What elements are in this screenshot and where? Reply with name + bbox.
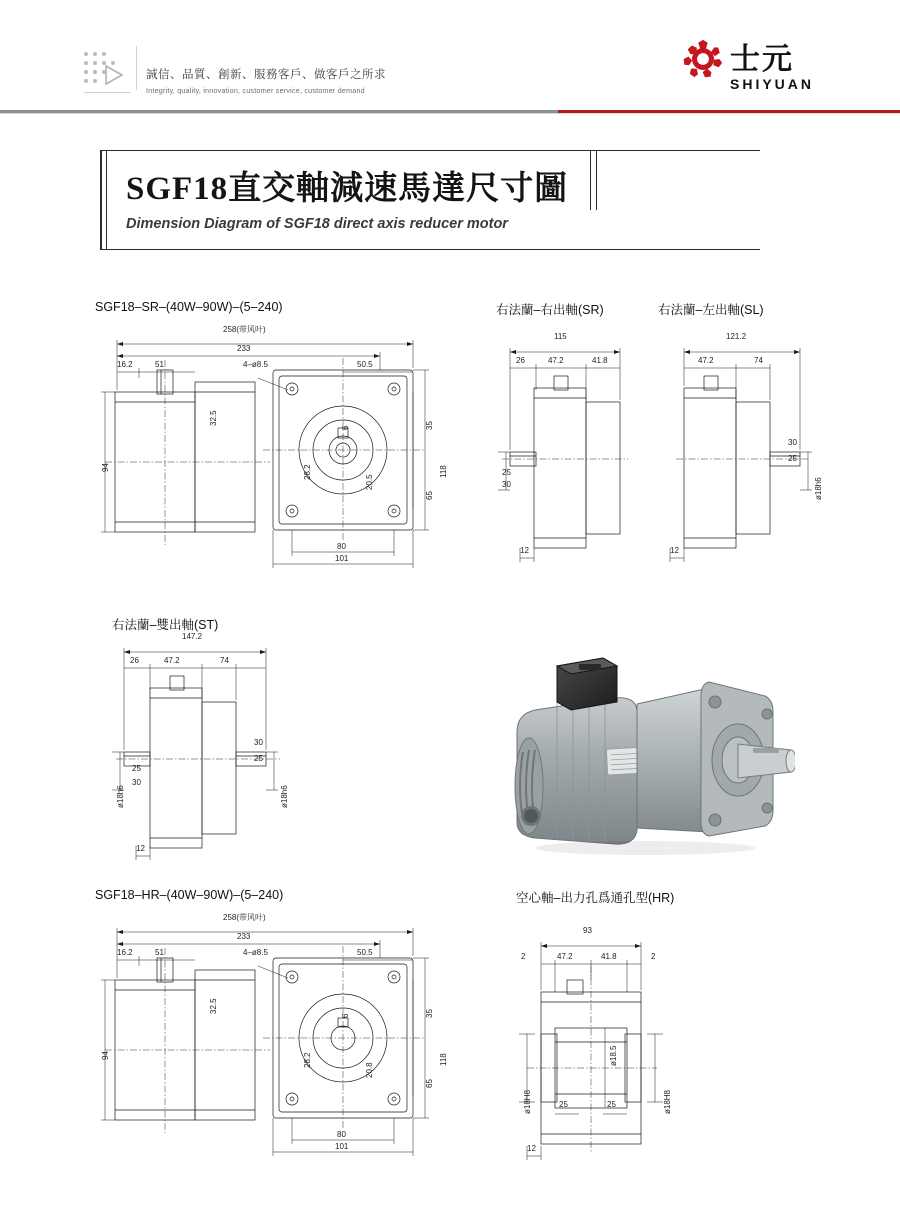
dim-sr-26: 26 [516, 356, 525, 365]
dim-sl-121-2: 121.2 [726, 332, 747, 341]
drawing-hr-hollow [505, 918, 695, 1168]
dim-50-5: 50.5 [357, 360, 373, 369]
page-subtitle: Dimension Diagram of SGF18 direct axis reducer motor [126, 216, 508, 232]
logo-chinese-name: 士元 [730, 43, 794, 76]
dim-4-o8-5: 4–ø8.5 [243, 360, 268, 369]
dim-hr-35: 35 [425, 1009, 434, 1018]
dim-sl-74: 74 [754, 356, 763, 365]
label-sgf18-sr-main: SGF18–SR–(40W–90W)–(5–240) [95, 300, 283, 314]
dim-st-26: 26 [130, 656, 139, 665]
dim-sr-12: 12 [520, 546, 529, 555]
dim-6: 6 [341, 425, 350, 430]
dim-st-74: 74 [220, 656, 229, 665]
dim-28-2: 28.2 [303, 464, 312, 480]
dim-65: 65 [425, 491, 434, 500]
dim-sl-47-2: 47.2 [698, 356, 714, 365]
dim-51: 51 [155, 360, 164, 369]
dim-st-25-right: 25 [254, 754, 263, 763]
dim-hrh-2-left: 2 [521, 952, 526, 961]
dim-st-147-2: 147.2 [182, 632, 203, 641]
logo-english-name: SHIYUAN [730, 76, 815, 92]
dim-hrh-41-8: 41.8 [601, 952, 617, 961]
header-rule-thin [0, 113, 900, 114]
label-sgf18-hr-main: SGF18–HR–(40W–90W)–(5–240) [95, 888, 284, 902]
drawing-sgf18-sr-main [95, 325, 455, 580]
dim-hrh-12: 12 [527, 1144, 536, 1153]
slogan-english: Integrity, quality, innovation, customer service, customer demand [146, 86, 365, 95]
dim-32-5: 32.5 [209, 410, 218, 426]
label-sr: 右法蘭–右出軸(SR) [496, 303, 604, 317]
gear-logo-icon [682, 38, 724, 80]
drawing-sl [658, 330, 823, 580]
dim-hr-28-2: 28.2 [303, 1052, 312, 1068]
dim-258: 258(带风叶) [223, 325, 266, 334]
dim-st-shaft-left: ø18h6 [116, 785, 125, 808]
header-vertical-rule [136, 46, 137, 90]
dim-16-2: 16.2 [117, 360, 133, 369]
dim-hrh-2-right: 2 [651, 952, 656, 961]
dim-st-30-left: 30 [132, 778, 141, 787]
dim-20-5: 20.5 [365, 474, 374, 490]
dim-st-12: 12 [136, 844, 145, 853]
dim-hr-32-5: 32.5 [209, 998, 218, 1014]
dim-hr-50-5: 50.5 [357, 948, 373, 957]
dim-sl-30: 30 [788, 438, 797, 447]
header-divider [84, 92, 130, 93]
dim-sl-12: 12 [670, 546, 679, 555]
dim-hrh-flange-left: ø18H8 [523, 1089, 532, 1114]
dim-st-47-2: 47.2 [164, 656, 180, 665]
dim-hr-258: 258(带风叶) [223, 913, 266, 922]
dim-80: 80 [337, 542, 346, 551]
dim-hr-101: 101 [335, 1142, 349, 1151]
dim-hrh-25-right: 25 [607, 1100, 616, 1109]
dim-hr-65: 65 [425, 1079, 434, 1088]
dim-hr-118: 118 [439, 1053, 448, 1066]
label-sl: 右法蘭–左出軸(SL) [658, 303, 764, 317]
dim-st-shaft-right: ø18h6 [280, 785, 289, 808]
dim-hrh-47-2: 47.2 [557, 952, 573, 961]
dim-sr-115: 115 [554, 332, 567, 341]
dim-hr-4-o8-5: 4–ø8.5 [243, 948, 268, 957]
dim-sr-25: 25 [502, 468, 511, 477]
dim-35: 35 [425, 421, 434, 430]
dim-hrh-25-left: 25 [559, 1100, 568, 1109]
dim-233: 233 [237, 344, 251, 353]
dim-101: 101 [335, 554, 349, 563]
dim-sr-47-2: 47.2 [548, 356, 564, 365]
drawing-sgf18-hr-main [95, 913, 455, 1168]
dim-sl-shaft: ø18h6 [814, 477, 823, 500]
dim-hrh-bore: ø18.5 [609, 1045, 618, 1066]
dim-sl-25: 25 [788, 454, 797, 463]
dim-sr-30: 30 [502, 480, 511, 489]
page-title: SGF18直交軸減速馬達尺寸圖 [126, 171, 569, 207]
drawing-st [112, 632, 312, 870]
dim-hr-20-8: 20.8 [365, 1062, 374, 1078]
dim-94: 94 [101, 463, 110, 472]
dim-sr-41-8: 41.8 [592, 356, 608, 365]
slogan-chinese: 誠信、品質、創新、服務客戶、做客戶之所求 [146, 69, 386, 81]
title-block [100, 150, 760, 250]
dim-hr-233: 233 [237, 932, 251, 941]
dim-hrh-93: 93 [583, 926, 592, 935]
dim-118: 118 [439, 465, 448, 478]
label-hr: 空心軸–出力孔爲通孔型(HR) [516, 891, 675, 905]
dim-st-25-left: 25 [132, 764, 141, 773]
product-photo [495, 640, 795, 860]
page-header [0, 0, 900, 118]
label-st: 右法蘭–雙出軸(ST) [112, 618, 219, 632]
dim-hr-6: 6 [341, 1013, 350, 1018]
dim-hr-51: 51 [155, 948, 164, 957]
dim-hrh-flange-right: ø18H8 [663, 1089, 672, 1114]
dim-hr-16-2: 16.2 [117, 948, 133, 957]
dot-pattern-icon [84, 52, 128, 86]
dim-hr-94: 94 [101, 1051, 110, 1060]
dim-st-30-right: 30 [254, 738, 263, 747]
dim-hr-80: 80 [337, 1130, 346, 1139]
company-logo [682, 34, 822, 100]
drawing-sr [496, 330, 646, 580]
